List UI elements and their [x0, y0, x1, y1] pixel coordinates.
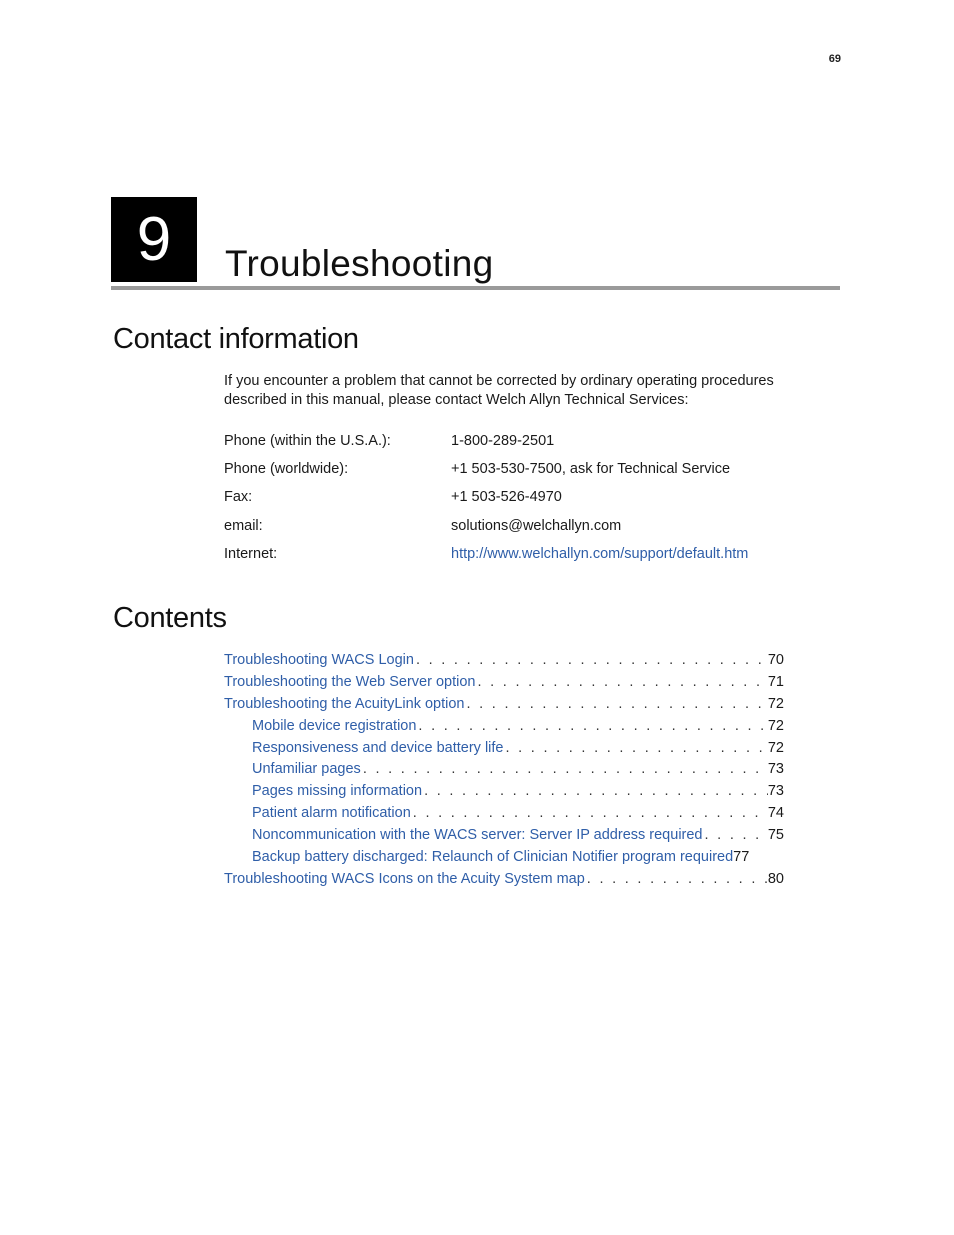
- toc-entry-text[interactable]: Backup battery discharged: Relaunch of Clinician Notifier program required: [252, 849, 734, 866]
- contact-label: email:: [224, 517, 263, 534]
- toc-leader-dots: [414, 650, 768, 672]
- toc-entry-text[interactable]: Mobile device registration: [252, 717, 417, 734]
- toc-subentry[interactable]: [224, 825, 784, 847]
- contact-value: +1 503-526-4970: [451, 489, 562, 506]
- toc-subentry[interactable]: [224, 803, 784, 825]
- toc-entry-text[interactable]: Patient alarm notification: [252, 805, 411, 822]
- toc-page-number: 72: [767, 695, 784, 712]
- contact-row-email: [224, 512, 834, 540]
- toc-entry-text[interactable]: Noncommunication with the WACS server: Server IP address required: [252, 827, 703, 844]
- toc-leader-dots: [464, 694, 767, 716]
- contents-heading: Contents: [113, 602, 227, 634]
- toc-entry-text[interactable]: Responsiveness and device battery life: [252, 739, 504, 756]
- toc-entry-text[interactable]: Troubleshooting the Web Server option: [224, 673, 476, 690]
- toc-subentry[interactable]: [224, 847, 784, 869]
- toc-page-number: 80: [767, 870, 784, 887]
- internet-link[interactable]: http://www.welchallyn.com/support/default.htm: [451, 545, 749, 562]
- contact-value: solutions@welchallyn.com: [451, 517, 622, 534]
- contact-value: +1 503-530-7500, ask for Technical Service: [451, 461, 731, 478]
- toc-page-number: 77: [733, 849, 750, 866]
- chapter-number-box: 9: [111, 197, 197, 282]
- contact-value: 1-800-289-2501: [451, 433, 555, 450]
- contact-heading: Contact information: [113, 323, 359, 355]
- toc-subentry[interactable]: [224, 781, 784, 803]
- toc-leader-dots: [585, 869, 768, 891]
- toc-entry-text[interactable]: Troubleshooting the AcuityLink option: [224, 695, 465, 712]
- toc-page-number: 75: [767, 827, 784, 844]
- contact-row-internet: [224, 540, 834, 568]
- toc-leader-dots: [703, 825, 768, 847]
- toc-page-number: 73: [767, 761, 784, 778]
- toc-entry[interactable]: [224, 672, 784, 694]
- toc-subentry[interactable]: [224, 738, 784, 760]
- table-of-contents: [224, 650, 784, 891]
- toc-subentry[interactable]: [224, 716, 784, 738]
- toc-page-number: 71: [767, 673, 784, 690]
- contact-row-phone-worldwide: [224, 455, 834, 483]
- toc-leader-dots: [411, 803, 768, 825]
- page-number: 69: [828, 53, 841, 65]
- toc-leader-dots: [422, 781, 768, 803]
- contact-row-fax: [224, 483, 834, 511]
- toc-entry[interactable]: [224, 650, 784, 672]
- toc-page-number: 72: [767, 717, 784, 734]
- chapter-title-rule: [111, 286, 840, 290]
- toc-leader-dots: [416, 716, 767, 738]
- toc-leader-dots: [503, 738, 767, 760]
- chapter-title: Troubleshooting: [225, 243, 494, 284]
- toc-page-number: 73: [767, 783, 784, 800]
- toc-entry-text[interactable]: Unfamiliar pages: [252, 761, 361, 778]
- toc-page-number: 74: [767, 805, 784, 822]
- contact-intro: If you encounter a problem that cannot be corrected by ordinary operating procedures described in this manual, please contact Welch Allyn Technical Services:: [224, 373, 774, 408]
- toc-leader-dots: [475, 672, 767, 694]
- toc-entry-text[interactable]: Troubleshooting WACS Login: [224, 652, 414, 668]
- toc-page-number: 70: [767, 652, 784, 668]
- toc-entry-text[interactable]: Troubleshooting WACS Icons on the Acuity System map: [224, 870, 585, 887]
- contact-label: Phone (worldwide):: [224, 461, 349, 478]
- toc-subentry[interactable]: [224, 759, 784, 781]
- toc-page-number: 72: [767, 739, 784, 756]
- contact-label: Internet:: [224, 545, 278, 562]
- toc-leader-dots: [361, 759, 768, 781]
- toc-entry[interactable]: [224, 694, 784, 716]
- toc-entry-text[interactable]: Pages missing information: [252, 783, 423, 800]
- contact-label: Phone (within the U.S.A.):: [224, 433, 391, 450]
- contact-table: [224, 427, 834, 568]
- contact-row-phone-usa: [224, 427, 834, 455]
- toc-entry[interactable]: [224, 869, 784, 891]
- contact-label: Fax:: [224, 489, 253, 506]
